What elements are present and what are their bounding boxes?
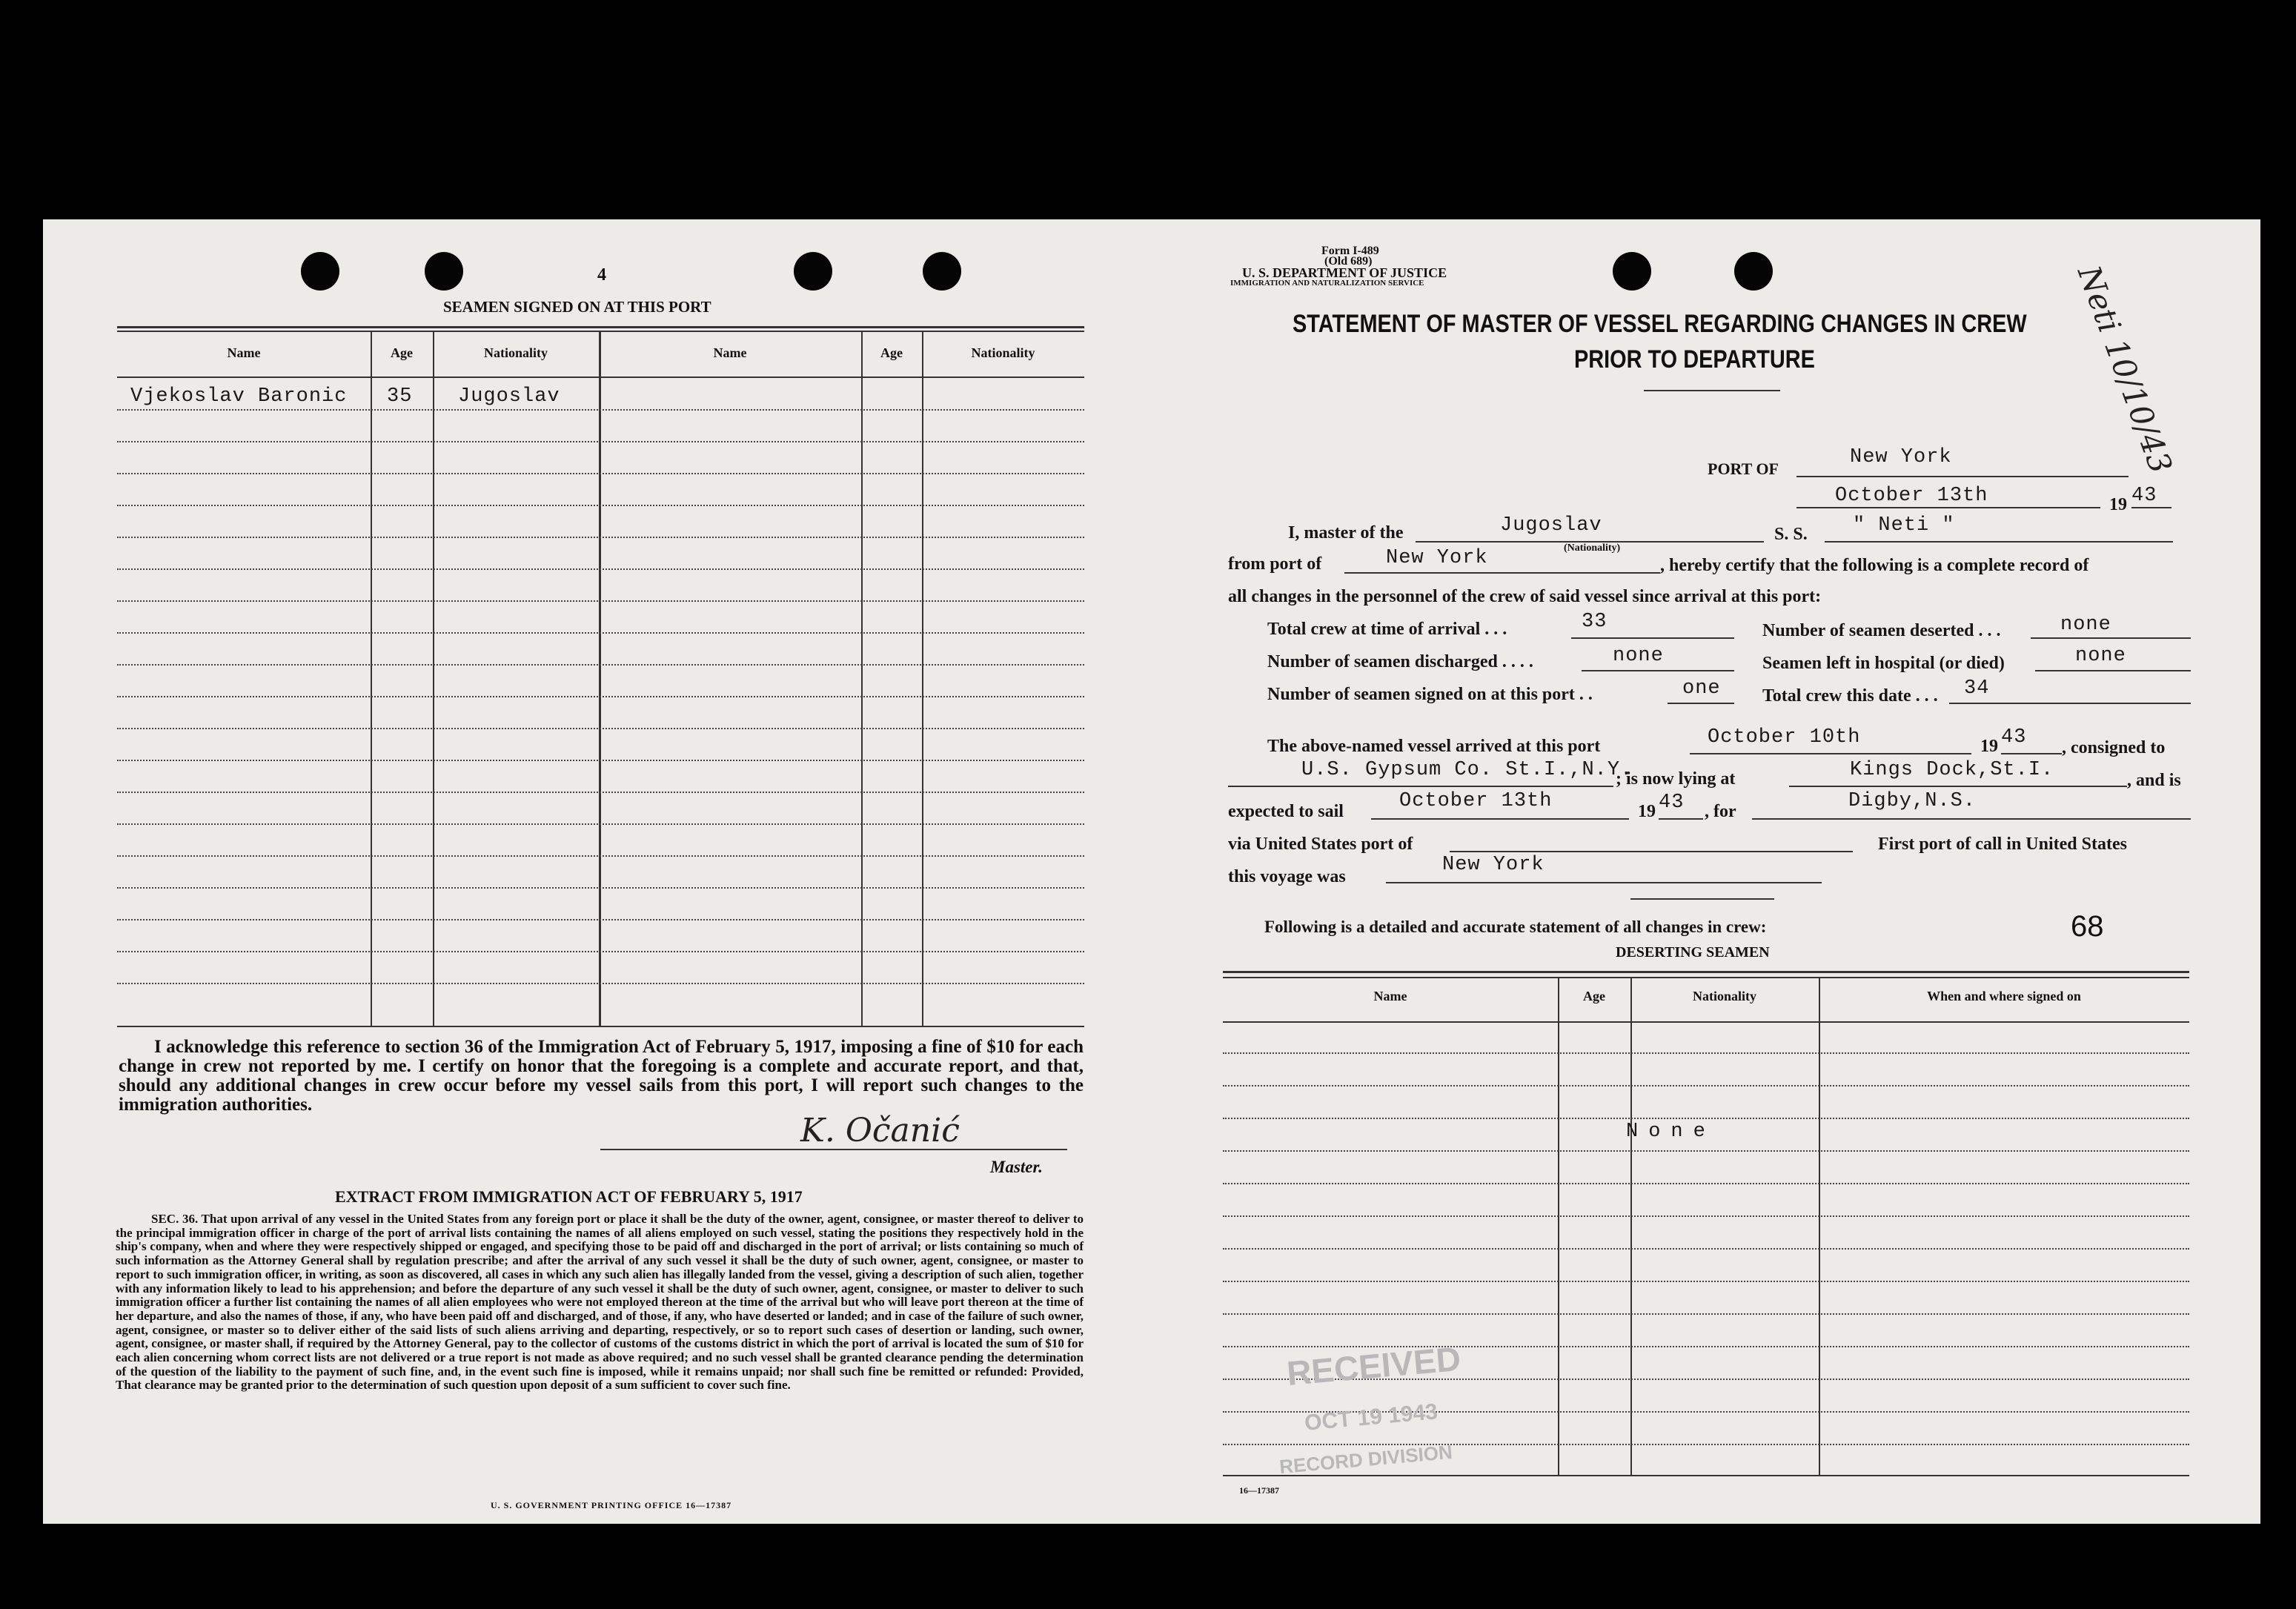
sheet-number: 68 xyxy=(2071,910,2104,943)
table-row xyxy=(117,919,1084,920)
discharged-label: Number of seamen discharged . . . . xyxy=(1267,652,1533,671)
master-signature: K. Očanić xyxy=(800,1112,960,1149)
deserting-table-bottom-rule xyxy=(1223,1475,2189,1476)
sail-year-prefix: 19 xyxy=(1638,802,1656,821)
ss-line xyxy=(1825,541,2173,543)
port-line xyxy=(1796,476,2129,477)
punch-hole xyxy=(794,252,832,291)
signature-line xyxy=(600,1149,1067,1150)
printer-footer: U. S. GOVERNMENT PRINTING OFFICE 16—17387 xyxy=(491,1500,732,1510)
master-of-label: I, master of the xyxy=(1288,523,1404,543)
seaman-nationality: Jugoslav xyxy=(458,385,560,408)
deserting-title: DESERTING SEAMEN xyxy=(1616,944,1770,961)
from-port-value: New York xyxy=(1386,547,1488,569)
table-row xyxy=(117,473,1084,474)
column-divider xyxy=(433,331,434,1026)
nationality-value: Jugoslav xyxy=(1500,514,1602,537)
extract-title: EXTRACT FROM IMMIGRATION ACT OF FEBRUARY 5, 1917 xyxy=(335,1187,803,1206)
table-row xyxy=(117,983,1084,984)
consignee-line xyxy=(1228,786,1613,787)
table-top-rule xyxy=(117,326,1084,328)
via-line xyxy=(1450,851,1853,852)
table-row xyxy=(117,409,1084,411)
table-row xyxy=(117,600,1084,602)
table-row xyxy=(117,728,1084,729)
table-row xyxy=(117,823,1084,825)
lying-label: ; is now lying at xyxy=(1616,769,1736,789)
form-title-line2: PRIOR TO DEPARTURE xyxy=(1574,345,1815,374)
table-row xyxy=(117,505,1084,506)
first-port-line xyxy=(1386,882,1822,883)
ss-label: S. S. xyxy=(1774,525,1808,544)
deserting-header-rule xyxy=(1223,1021,2189,1023)
table-row xyxy=(117,887,1084,889)
table-row xyxy=(1223,1085,2189,1087)
form-old-number: (Old 689) xyxy=(1324,255,1373,268)
table-bottom-rule xyxy=(117,1026,1084,1027)
this-voyage-label: this voyage was xyxy=(1228,867,1346,886)
table-row xyxy=(117,441,1084,442)
total-crew-arrival-line xyxy=(1571,637,1734,639)
port-label: PORT OF xyxy=(1708,460,1779,478)
deserting-header-name: Name xyxy=(1373,989,1407,1003)
column-divider xyxy=(599,331,601,1026)
year-prefix: 19 xyxy=(2109,495,2127,514)
master-label: Master. xyxy=(990,1158,1043,1176)
lying-value: Kings Dock,St.I. xyxy=(1850,759,2054,781)
hospital-value: none xyxy=(2075,645,2126,667)
column-header-age: Age xyxy=(880,345,903,360)
arrived-year-line xyxy=(2001,753,2062,754)
port-value: New York xyxy=(1850,446,1952,468)
consignee-value: U.S. Gypsum Co. St.I.,N.Y. xyxy=(1301,759,1633,781)
table-row xyxy=(117,632,1084,634)
received-stamp-division: RECORD DIVISION xyxy=(1278,1440,1453,1479)
deserted-line xyxy=(2031,637,2191,639)
date-value: October 13th xyxy=(1835,485,1988,507)
form-title-line1: STATEMENT OF MASTER OF VESSEL REGARDING CHANGES IN CREW xyxy=(1293,310,2027,338)
table-row xyxy=(1223,1150,2189,1152)
total-crew-date-value: 34 xyxy=(1964,677,1990,700)
table-row xyxy=(117,537,1084,538)
following-text: Following is a detailed and accurate statement of all changes in crew: xyxy=(1264,918,1767,936)
total-crew-date-line xyxy=(1949,703,2191,704)
column-divider xyxy=(1558,977,1559,1475)
arrived-value: October 10th xyxy=(1708,726,1861,749)
column-header-nationality: Nationality xyxy=(483,345,548,360)
column-header-name: Name xyxy=(713,345,747,360)
column-header-age: Age xyxy=(391,345,413,360)
arrived-line xyxy=(1690,753,1971,754)
certify-text: , hereby certify that the following is a complete record of xyxy=(1660,556,2089,575)
seaman-age: 35 xyxy=(387,385,413,408)
destination-line xyxy=(1752,818,2191,820)
table-title: SEAMEN SIGNED ON AT THIS PORT xyxy=(443,298,711,316)
discharged-line xyxy=(1582,670,1734,671)
sail-label: expected to sail xyxy=(1228,802,1344,821)
destination-value: Digby,N.S. xyxy=(1848,790,1977,812)
changes-text: all changes in the personnel of the crew of said vessel since arrival at this port: xyxy=(1228,587,1822,606)
deserting-header-age: Age xyxy=(1583,989,1605,1003)
table-row xyxy=(1223,1118,2189,1119)
punch-hole xyxy=(1613,252,1651,291)
deserting-header-nationality: Nationality xyxy=(1692,989,1756,1003)
column-divider xyxy=(861,331,863,1026)
arrived-year-value: 43 xyxy=(2001,726,2027,749)
hospital-label: Seamen left in hospital (or died) xyxy=(1762,654,2005,673)
deserted-label: Number of seamen deserted . . . xyxy=(1762,621,2001,640)
title-underline xyxy=(1644,390,1780,391)
signed-on-value: one xyxy=(1682,677,1721,700)
extract-text: SEC. 36. That upon arrival of any vessel in the United States from any foreign port or place it shall be the duty of the owner, agent, consignee, or master thereof to deliver to the principal immigration officer in charge of the port of arrival lists containing the names of all aliens employed on such vessel, stating the positions they respectively hold in the ship's company, when and where they were respectively shipped or engaged, and specifying those to be paid off and discharged in the port of arrival; or lists containing so much of such information as the Attorney General shall by regulation prescribe; and after the arrival of any such vessel it shall be the duty of such owner, agent, consignee, or master to report to such immigration officer, in writing, as soon as discovered, all cases in which any such alien has illegally landed from the vessel, giving a description of such alien, together with any information likely to lead to his apprehension; and before the departure of any such vessel it shall be the duty of such owner, agent, consignee, or master to deliver to such immigration officer a further list containing the names of all alien employees who were not employed thereon at the time of the arrival but who will leave port thereon at the time of her departure, and also the names of those, if any, who have been paid off and discharged, and of those, if any, who have deserted or landed; and in case of the failure of such owner, agent, consignee, or master so to deliver either of the said lists of such aliens arriving and departing, respectively, or so to report such cases of desertion or landing, such owner, agent, consignee, or master shall, if required by the Attorney General, pay to the collector of customs of the customs district in which the port of arrival is located the sum of $10 for each alien concerning whom correct lists are not delivered or a true report is not made as above required; and no such vessel shall be granted clearance pending the determination of the question of the liability to the payment of such fine, and, in the event such fine is imposed, while it remains unpaid; nor shall such fine be remitted or refunded: Provided, That clearance may be granted prior to the determination of such question upon deposit of a sum sufficient to cover such fine. xyxy=(116,1212,1084,1393)
form-number: Form I-489 xyxy=(1321,245,1379,257)
handwritten-annotation: Neti 10/10/43 xyxy=(2070,261,2180,478)
discharged-value: none xyxy=(1613,645,1664,667)
table-row xyxy=(117,855,1084,857)
column-divider xyxy=(1630,977,1632,1475)
deserting-header-when-where: When and where signed on xyxy=(1927,989,2081,1003)
table-row xyxy=(1223,1281,2189,1282)
first-port-value: New York xyxy=(1442,854,1545,876)
signed-on-line xyxy=(1668,703,1734,704)
table-row xyxy=(117,696,1084,697)
sail-year-value: 43 xyxy=(1659,792,1685,814)
arrived-year-prefix: 19 xyxy=(1980,737,1998,756)
column-header-nationality: Nationality xyxy=(971,345,1035,360)
received-stamp: RECEIVED xyxy=(1285,1338,1462,1393)
form-footer: 16—17387 xyxy=(1239,1485,1279,1496)
section-rule xyxy=(1630,898,1774,900)
hospital-line xyxy=(2035,670,2191,671)
sail-year-line xyxy=(1659,818,1703,820)
deserting-entry: None xyxy=(1626,1121,1716,1143)
deserting-table-top-rule xyxy=(1223,971,2189,973)
lying-line xyxy=(1789,786,2127,787)
column-divider xyxy=(922,331,923,1026)
table-row xyxy=(117,951,1084,952)
signed-on-label: Number of seamen signed on at this port . . xyxy=(1267,685,1593,704)
punch-hole xyxy=(425,252,463,291)
sail-line xyxy=(1371,818,1629,820)
year-line xyxy=(2131,507,2171,508)
column-divider xyxy=(1819,977,1820,1475)
punch-hole xyxy=(1734,252,1773,291)
service-name: IMMIGRATION AND NATURALIZATION SERVICE xyxy=(1230,279,1424,288)
seaman-name: Vjekoslav Baronic xyxy=(130,385,348,408)
from-port-line xyxy=(1344,572,1660,574)
via-label: via United States port of xyxy=(1228,835,1413,854)
punch-hole xyxy=(301,252,339,291)
table-row xyxy=(117,568,1084,570)
table-row xyxy=(117,792,1084,793)
sail-value: October 13th xyxy=(1399,790,1553,812)
page-number: 4 xyxy=(597,265,606,285)
for-label: , for xyxy=(1705,802,1736,821)
year-value: 43 xyxy=(2131,485,2157,507)
table-row xyxy=(117,760,1084,761)
table-row xyxy=(1223,1215,2189,1217)
column-header-name: Name xyxy=(227,345,261,360)
received-stamp-date: OCT 19 1943 xyxy=(1303,1399,1439,1436)
from-port-label: from port of xyxy=(1228,554,1322,574)
punch-hole xyxy=(923,252,961,291)
total-crew-date-label: Total crew this date . . . xyxy=(1762,686,1938,706)
table-row xyxy=(1223,1444,2189,1445)
and-is-label: , and is xyxy=(2127,771,2181,790)
deserting-table-top-rule xyxy=(1223,977,2189,978)
total-crew-arrival-label: Total crew at time of arrival . . . xyxy=(1267,620,1507,639)
table-row xyxy=(117,664,1084,666)
department-name: U. S. DEPARTMENT OF JUSTICE xyxy=(1242,265,1447,280)
ss-value: " Neti " xyxy=(1853,514,1955,537)
total-crew-arrival-value: 33 xyxy=(1582,611,1607,633)
deserted-value: none xyxy=(2060,614,2111,636)
acknowledgement-text: I acknowledge this reference to section 36 of the Immigration Act of February 5, 1917, imposing a fine of $10 for each change in crew not reported by me. I certify on honor that the foregoing is a complete and accurate report, and that, should any additional changes in crew occur before my vessel sails from this port, I will report such changes to the immigration authorities. xyxy=(119,1037,1084,1115)
table-row xyxy=(1223,1248,2189,1250)
date-line xyxy=(1796,507,2100,508)
column-divider xyxy=(371,331,372,1026)
table-row xyxy=(1223,1183,2189,1184)
first-port-label: First port of call in United States xyxy=(1878,835,2127,854)
nationality-caption: (Nationality) xyxy=(1564,543,1621,554)
consigned-label: , consigned to xyxy=(2062,738,2166,757)
table-row xyxy=(1223,1313,2189,1315)
arrived-label: The above-named vessel arrived at this port xyxy=(1267,737,1601,756)
table-row xyxy=(1223,1052,2189,1054)
